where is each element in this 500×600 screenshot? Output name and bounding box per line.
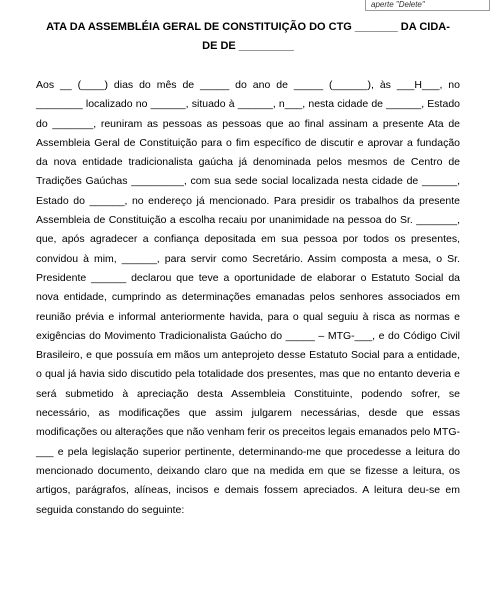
delete-hint-box [365, 0, 490, 11]
document-page [36, 18, 460, 520]
document-title-line1: ATA DA ASSEMBLÉIA GERAL DE CONSTITUIÇÃO DO CTG _______ DA CIDA- [46, 21, 450, 33]
document-title [36, 18, 460, 56]
document-body: Aos __ (____) dias do mês de _____ do ano de _____ (______), às ___H___, no ________ localizado no ______, situado à ______, n___, nesta cidade de ______, Estado do _______, reuniram as pessoas as pessoas que ao final assinam a presente Ata de Assembleia Geral de Constituição para o fim específico de discutir e aprovar a fundação da nova entidade tradicionalista gaúcha já denominada pelos mesmos de Centro de Tradições Gaúchas _________, com sua sede social localizada nesta cidade de ______, Estado do ______, no endereço já mencionado. Para presidir os trabalhos da presente Assembleia de Constituição a escolha recaiu por unanimidade na pessoa do Sr. _______, que, após agradecer a confiança depositada em sua pessoa por todos os presentes, convidou à mim, ______, para servir como Secretário. Assim composta a mesa, o Sr. Presidente ______ declarou que teve a oportunidade de elaborar o Estatuto Social da nova entidade, cumprindo as determinações emanadas pelos senhores associados em reunião prévia e informal anteriormente havida, para o qual seguiu à risca as normas e exigências do Movimento Tradicionalista Gaúcho do _____ – MTG-___, e do Código Civil Brasileiro, e que possuía em mãos um anteprojeto desse Estatuto Social para a entidade, o qual já havia sido discutido pela totalidade dos presentes, mas que no entanto deveria e será submetido à apreciação desta Assembleia Constituinte, podendo sofrer, se necessário, as modificações que assim julgarem necessárias, desde que essas modificações ou alterações que não venham ferir os preceitos legais emanados pelo MTG-___ e pela legislação superior pertinente, determinando-me que procedesse a leitura do mencionado documento, deixando claro que na medida em que se fizesse a leitura, os artigos, parágrafos, alíneas, incisos e demais fossem apreciados. A leitura deu-se em seguida constando do seguinte: [36, 79, 460, 516]
delete-hint-label: aperte "Delete" [371, 0, 425, 9]
document-title-line2: DE DE _________ [202, 40, 294, 52]
